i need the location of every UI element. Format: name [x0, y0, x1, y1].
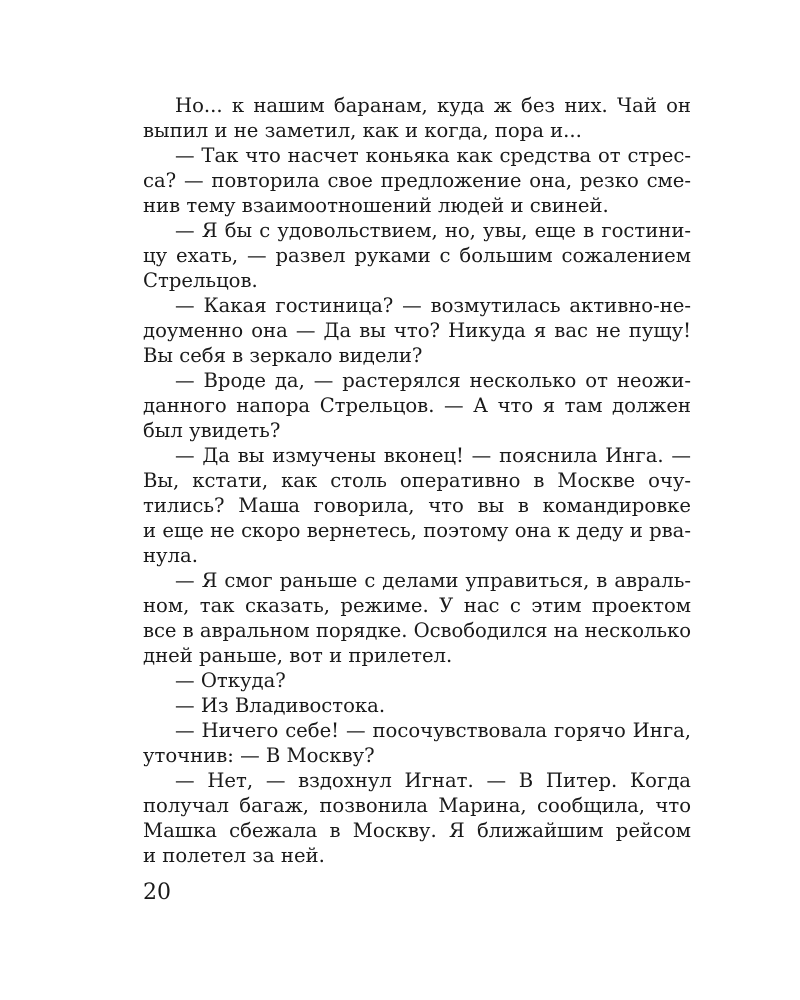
text-line: — Так что насчет коньяка как средства от стрес- [175, 144, 691, 167]
text-line: са? — повторила свое предложение она, резко сме- [143, 169, 691, 192]
text-line: все в авральном порядке. Освободился на несколько [143, 619, 691, 642]
page-number: 20 [143, 880, 171, 905]
text-line: Но... к нашим баранам, куда ж без них. Чай он [175, 94, 691, 117]
text-line: и еще не скоро вернетесь, поэтому она к деду и рва- [143, 519, 691, 542]
text-line: Вы себя в зеркало видели? [143, 344, 423, 367]
text-line: доуменно она — Да вы что? Никуда я вас не пущу! [143, 319, 691, 342]
text-line: уточнив: — В Москву? [143, 744, 375, 767]
text-line: выпил и не заметил, как и когда, пора и... [143, 119, 582, 142]
text-line: тились? Маша говорила, что вы в командировке [143, 494, 691, 517]
page-body [143, 93, 691, 868]
text-line: получал багаж, позвонила Марина, сообщила, что [143, 794, 691, 817]
text-line: нула. [143, 544, 198, 567]
text-line: дней раньше, вот и прилетел. [143, 644, 453, 667]
text-line: был увидеть? [143, 419, 281, 442]
text-line: — Откуда? [175, 669, 286, 692]
text-line: цу ехать, — развел руками с большим сожалением [143, 244, 691, 267]
text-line: — Из Владивостока. [175, 694, 386, 717]
text-line: Стрельцов. [143, 269, 258, 292]
text-line: — Ничего себе! — посочувствовала горячо Инга, [175, 719, 691, 742]
text-line: Машка сбежала в Москву. Я ближайшим рейсом [143, 819, 691, 842]
text-line: — Нет, — вздохнул Игнат. — В Питер. Когда [175, 769, 691, 792]
text-line: и полетел за ней. [143, 844, 325, 867]
text-line: данного напора Стрельцов. — А что я там должен [143, 394, 691, 417]
text-line: нив тему взаимоотношений людей и свиней. [143, 194, 609, 217]
text-line: — Да вы измучены вконец! — пояснила Инга. — [175, 444, 691, 467]
text-line: — Вроде да, — растерялся несколько от неожи- [175, 369, 691, 392]
text-line: — Какая гостиница? — возмутилась активно-не- [175, 294, 691, 317]
text-line: — Я бы с удовольствием, но, увы, еще в гостини- [175, 219, 691, 242]
text-line: — Я смог раньше с делами управиться, в авраль- [175, 569, 691, 592]
text-line: ном, так сказать, режиме. У нас с этим проектом [143, 594, 691, 617]
text-line: Вы, кстати, как столь оперативно в Москве очу- [143, 469, 691, 492]
